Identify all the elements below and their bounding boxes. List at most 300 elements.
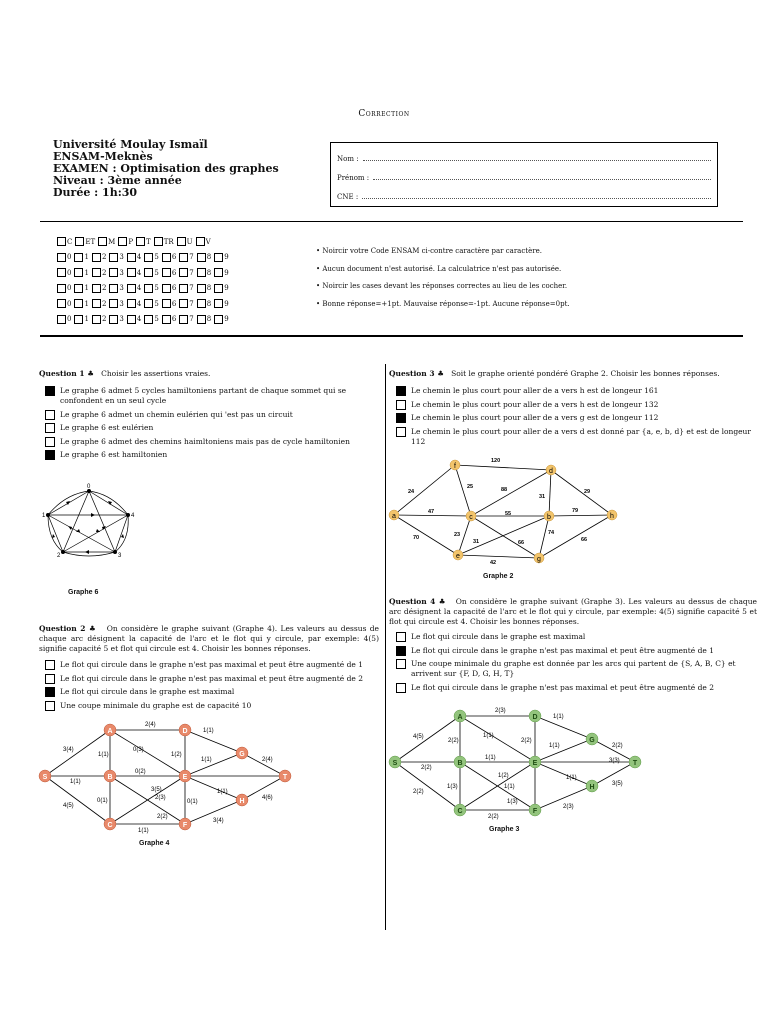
q4-option[interactable] — [396, 632, 757, 642]
prenom-label: Prénom : — [337, 173, 370, 182]
code-cell-label: 7 — [189, 284, 194, 293]
code-checkbox[interactable] — [144, 268, 153, 277]
code-cell[interactable] — [214, 268, 228, 277]
g4-label-e: E — [182, 774, 188, 781]
code-cell-label: ET — [85, 237, 96, 246]
g3-label-c: C — [457, 808, 463, 815]
code-checkbox[interactable] — [136, 237, 145, 246]
code-checkbox[interactable] — [127, 315, 136, 324]
graphe-3-caption: Graphe 3 — [489, 826, 520, 833]
code-cell[interactable] — [109, 268, 123, 277]
code-checkbox[interactable] — [179, 268, 188, 277]
code-cell-label: 7 — [189, 268, 194, 277]
code-cell[interactable] — [57, 284, 71, 293]
code-cell[interactable] — [74, 253, 88, 262]
code-cell-label: 2 — [101, 284, 107, 293]
q1-option[interactable] — [45, 386, 379, 406]
code-cell[interactable] — [98, 237, 115, 246]
code-checkbox[interactable] — [197, 299, 206, 308]
code-checkbox[interactable] — [57, 315, 66, 324]
q2-options — [39, 660, 379, 711]
exam-header — [53, 139, 279, 199]
code-checkbox[interactable] — [214, 299, 223, 308]
bullet-icon: • — [316, 299, 323, 308]
g4-edge-label: 1(1) — [217, 789, 228, 795]
code-cell[interactable] — [136, 237, 151, 246]
g2-label-e: e — [456, 553, 460, 560]
g3-edge-label: 1(1) — [483, 733, 494, 739]
cne-row[interactable] — [337, 187, 711, 206]
g3-label-g: G — [589, 737, 595, 744]
g3-edge-label: 2(2) — [421, 765, 432, 771]
g2-edge-label: 42 — [490, 560, 497, 566]
answer-checkbox[interactable] — [45, 386, 55, 396]
q3-options — [389, 386, 757, 447]
g3-edge-label: 2(2) — [521, 738, 532, 744]
g3-label-d: D — [532, 714, 538, 721]
code-checkbox[interactable] — [214, 268, 223, 277]
answer-checkbox[interactable] — [396, 646, 406, 656]
code-cell-label: T — [146, 237, 151, 246]
code-cell[interactable] — [214, 299, 228, 308]
code-checkbox[interactable] — [154, 237, 163, 246]
code-cell[interactable] — [162, 284, 176, 293]
code-checkbox[interactable] — [74, 268, 83, 277]
rule-text: Noircir les cases devant les réponses correctes au lieu de les cocher. — [322, 282, 568, 290]
code-cell[interactable] — [179, 253, 193, 262]
code-checkbox[interactable] — [92, 253, 101, 262]
q2-option[interactable] — [45, 687, 379, 697]
correction-title: Correction — [358, 109, 410, 119]
code-checkbox[interactable] — [92, 268, 101, 277]
option-text: Le chemin le plus court pour aller de a vers d est donné par {a, e, b, d} et est de longeur 112 — [411, 426, 751, 446]
g3-label-f: F — [532, 808, 538, 815]
code-cell[interactable] — [197, 315, 211, 324]
answer-checkbox[interactable] — [45, 674, 55, 684]
g2-edge-label: 31 — [539, 494, 546, 500]
q2-prompt: On considère le graphe suivant (Graphe 4). Les valeurs au dessus de chaque arc désignent la capacité de l'arc et le flot qui y circule, par exemple: 4(5) signifie capacité 5 et flot qui circule est 4. Choisir les bonnes réponses. — [39, 624, 379, 653]
code-checkbox[interactable] — [162, 315, 171, 324]
code-cell-label: 3 — [119, 253, 124, 262]
option-text: Le flot qui circule dans le graphe n'est pas maximal et peut être augmenté de 2 — [411, 682, 714, 692]
g2-label-g: g — [537, 556, 541, 563]
code-checkbox[interactable] — [75, 237, 84, 246]
answer-checkbox[interactable] — [396, 400, 406, 410]
code-cell[interactable] — [74, 268, 88, 277]
q3-label: Question 3 ♣ — [389, 369, 444, 378]
code-checkbox[interactable] — [57, 284, 66, 293]
code-cell-label: 5 — [154, 315, 159, 324]
q1-option[interactable] — [45, 410, 379, 420]
code-cell[interactable] — [196, 237, 211, 246]
code-cell-label: 4 — [136, 253, 142, 262]
divider-top — [40, 221, 743, 222]
code-cell[interactable] — [57, 315, 71, 324]
q4-option[interactable] — [396, 646, 757, 656]
option-text: Le chemin le plus court pour aller de a vers h est de longeur 161 — [411, 386, 659, 395]
answer-checkbox[interactable] — [396, 659, 406, 669]
code-cell[interactable] — [92, 253, 106, 262]
code-cell[interactable] — [179, 284, 193, 293]
question-1 — [39, 369, 379, 464]
code-cell-label: 3 — [119, 315, 124, 324]
code-checkbox[interactable] — [196, 237, 205, 246]
answer-checkbox[interactable] — [396, 427, 406, 437]
code-checkbox[interactable] — [197, 284, 206, 293]
graphe-6-caption: Graphe 6 — [68, 589, 99, 596]
code-checkbox[interactable] — [74, 299, 83, 308]
g3-label-b: B — [457, 760, 463, 767]
answer-checkbox[interactable] — [396, 632, 406, 642]
code-checkbox[interactable] — [98, 237, 107, 246]
g4-edge-label: 0(1) — [187, 799, 198, 805]
code-cell[interactable] — [127, 284, 141, 293]
code-cell[interactable] — [57, 253, 71, 262]
code-checkbox[interactable] — [144, 253, 153, 262]
g3-label-e: E — [532, 760, 538, 767]
code-cell[interactable] — [197, 253, 211, 262]
code-digit-row — [57, 312, 232, 328]
code-cell[interactable] — [74, 299, 88, 308]
code-cell[interactable] — [144, 299, 158, 308]
answer-checkbox[interactable] — [45, 437, 55, 447]
code-checkbox[interactable] — [57, 299, 66, 308]
option-text: Le flot qui circule dans le graphe est maximal — [60, 687, 235, 696]
code-cell-label: 5 — [154, 253, 159, 262]
exam-rules — [316, 247, 570, 317]
code-cell[interactable] — [144, 268, 158, 277]
code-cell-label: U — [186, 237, 193, 246]
code-cell[interactable] — [179, 315, 193, 324]
code-cell-label: 9 — [224, 253, 229, 262]
code-cell[interactable] — [74, 315, 88, 324]
code-cell-label: 3 — [119, 299, 124, 308]
code-cell[interactable] — [92, 299, 106, 308]
code-checkbox[interactable] — [92, 299, 101, 308]
code-checkbox[interactable] — [197, 268, 206, 277]
code-checkbox[interactable] — [109, 315, 118, 324]
g3-edge-label: 4(5) — [413, 734, 424, 740]
question-4 — [389, 597, 757, 696]
code-checkbox[interactable] — [57, 237, 66, 246]
code-checkbox[interactable] — [179, 299, 188, 308]
code-cell-label: 5 — [154, 268, 159, 277]
rule-item — [316, 282, 570, 300]
g3-edge-label: 3(5) — [612, 781, 623, 787]
option-text: Le graphe 6 est eulérien — [60, 423, 154, 432]
answer-checkbox[interactable] — [396, 386, 406, 396]
answer-checkbox[interactable] — [45, 423, 55, 433]
code-cell-label: 9 — [224, 299, 229, 308]
code-cell-label: 6 — [171, 268, 177, 277]
q3-option[interactable] — [396, 400, 757, 410]
code-cell[interactable] — [179, 299, 193, 308]
code-cell[interactable] — [197, 268, 211, 277]
q2-option[interactable] — [45, 660, 379, 670]
code-cell-label: V — [205, 237, 211, 246]
q1-option[interactable] — [45, 423, 379, 433]
q1-label: Question 1 ♣ — [39, 369, 94, 378]
code-cell[interactable] — [75, 237, 95, 246]
code-cell-label: 1 — [84, 315, 89, 324]
cne-label: CNE : — [337, 192, 359, 201]
g4-edge-label: 2(4) — [145, 722, 156, 728]
bullet-icon: • — [316, 282, 323, 290]
divider-bottom — [40, 335, 743, 337]
option-text: Une coupe minimale du graphe est de capacité 10 — [60, 700, 252, 710]
option-text: Le flot qui circule dans le graphe n'est pas maximal et peut être augmenté de 1 — [411, 645, 714, 655]
g6-node-1 — [46, 513, 50, 517]
question-3 — [389, 369, 757, 450]
code-cell-label: 7 — [189, 315, 194, 324]
code-cell[interactable] — [162, 299, 176, 308]
g3-edge-label: 1(1) — [566, 775, 577, 781]
code-cell-label: M — [108, 237, 116, 246]
code-cell[interactable] — [127, 315, 141, 324]
code-cell[interactable] — [127, 299, 141, 308]
answer-checkbox[interactable] — [45, 701, 55, 711]
code-checkbox[interactable] — [118, 237, 127, 246]
code-digit-row — [57, 250, 232, 266]
code-cell[interactable] — [127, 253, 141, 262]
question-2 — [39, 624, 379, 714]
code-checkbox[interactable] — [74, 315, 83, 324]
graphe-4-caption: Graphe 4 — [139, 840, 170, 847]
code-cell[interactable] — [177, 237, 193, 246]
code-checkbox[interactable] — [109, 284, 118, 293]
g2-edge-label: 79 — [572, 508, 579, 514]
rule-text: Aucun document n'est autorisé. La calculatrice n'est pas autorisée. — [322, 264, 562, 273]
code-digit-row — [57, 296, 232, 312]
exam-duration: Durée : 1h:30 — [53, 186, 138, 199]
code-cell-label: 9 — [224, 284, 229, 293]
code-checkbox[interactable] — [74, 284, 83, 293]
code-cell-label: 9 — [224, 268, 229, 277]
code-checkbox[interactable] — [144, 315, 153, 324]
student-id-box — [330, 142, 718, 207]
code-cell-label: 9 — [224, 315, 229, 324]
graphe-6 — [40, 482, 140, 562]
code-checkbox[interactable] — [92, 315, 101, 324]
answer-checkbox[interactable] — [396, 683, 406, 693]
g3-edge-label: 2(3) — [563, 804, 574, 810]
g2-edge-label: 23 — [454, 532, 461, 538]
g2-edge-label: 47 — [428, 509, 435, 515]
code-cell[interactable] — [154, 237, 174, 246]
code-cell[interactable] — [197, 284, 211, 293]
code-checkbox[interactable] — [179, 315, 188, 324]
code-cell[interactable] — [109, 284, 123, 293]
code-checkbox[interactable] — [127, 268, 136, 277]
q4-option[interactable] — [396, 659, 757, 679]
option-text: Le chemin le plus court pour aller de a vers g est de longeur 112 — [411, 413, 659, 422]
option-text: Le graphe 6 est hamiltonien — [60, 450, 168, 459]
prenom-dots — [373, 175, 711, 180]
code-cell[interactable] — [162, 268, 176, 277]
g4-label-f: F — [182, 822, 188, 829]
code-checkbox[interactable] — [144, 284, 153, 293]
code-cell[interactable] — [74, 284, 88, 293]
g2-label-d: d — [549, 468, 553, 475]
code-checkbox[interactable] — [177, 237, 186, 246]
code-checkbox[interactable] — [214, 253, 223, 262]
code-cell[interactable] — [197, 299, 211, 308]
code-cell-label: 7 — [189, 253, 194, 262]
code-cell[interactable] — [118, 237, 133, 246]
g4-edge-label: 2(4) — [262, 757, 273, 763]
code-checkbox[interactable] — [162, 299, 171, 308]
g4-label-b: B — [107, 774, 113, 781]
code-cell-label: C — [67, 237, 73, 246]
code-cell[interactable] — [92, 268, 106, 277]
g2-label-b: b — [547, 514, 551, 521]
code-checkbox[interactable] — [214, 315, 223, 324]
code-checkbox[interactable] — [109, 253, 118, 262]
nom-dots — [363, 156, 711, 161]
q4-options — [389, 632, 757, 693]
code-checkbox[interactable] — [57, 268, 66, 277]
code-cell-label: 6 — [171, 299, 177, 308]
g4-edge-label: 0(2) — [135, 769, 146, 775]
code-checkbox[interactable] — [57, 253, 66, 262]
answer-checkbox[interactable] — [45, 450, 55, 460]
code-cell[interactable] — [109, 299, 123, 308]
code-checkbox[interactable] — [109, 268, 118, 277]
code-cell[interactable] — [144, 253, 158, 262]
code-checkbox[interactable] — [127, 284, 136, 293]
answer-checkbox[interactable] — [45, 687, 55, 697]
code-cell-label: 8 — [206, 315, 212, 324]
code-cell[interactable] — [144, 284, 158, 293]
g3-edge-label: 1(1) — [504, 784, 515, 790]
q3-option[interactable] — [396, 413, 757, 423]
code-cell-label: 3 — [119, 268, 124, 277]
answer-checkbox[interactable] — [45, 660, 55, 670]
bullet-icon: • — [316, 247, 323, 255]
code-cell[interactable] — [109, 253, 123, 262]
option-text: Le flot qui circule dans le graphe est maximal — [411, 632, 586, 641]
g2-edge-label: 88 — [501, 487, 508, 493]
code-cell[interactable] — [214, 315, 228, 324]
code-cell[interactable] — [127, 268, 141, 277]
q3-option[interactable] — [396, 427, 757, 447]
code-checkbox[interactable] — [179, 253, 188, 262]
code-checkbox[interactable] — [127, 253, 136, 262]
code-cell[interactable] — [162, 253, 176, 262]
code-cell[interactable] — [92, 284, 106, 293]
g2-edge-label: 66 — [581, 537, 588, 543]
code-cell-label: P — [128, 237, 134, 246]
graphe-4 — [35, 718, 297, 838]
g4-label-g: G — [239, 751, 245, 758]
code-cell-label: 6 — [171, 284, 177, 293]
g4-edge-label: 2(3) — [155, 795, 166, 801]
code-checkbox[interactable] — [127, 299, 136, 308]
answer-checkbox[interactable] — [45, 410, 55, 420]
prenom-row[interactable] — [337, 168, 711, 187]
option-text: Le graphe 6 admet des chemins haimltoniens mais pas de cycle hamiltonien — [60, 436, 350, 446]
rule-item — [316, 300, 570, 318]
code-cell[interactable] — [179, 268, 193, 277]
q2-option[interactable] — [45, 674, 379, 684]
g2-edge-label: 29 — [584, 489, 591, 495]
g3-label-a: A — [457, 714, 463, 721]
option-text: Le flot qui circule dans le graphe n'est pas maximal et peut être augmenté de 1 — [60, 660, 363, 669]
code-checkbox[interactable] — [144, 299, 153, 308]
q1-option[interactable] — [45, 437, 379, 447]
answer-checkbox[interactable] — [396, 413, 406, 423]
code-cell[interactable] — [214, 284, 228, 293]
option-text: Le graphe 6 admet 5 cycles hamiltoniens partant de chaque sommet qui se confondent en un seul cycle — [60, 386, 347, 405]
g4-label-a: A — [107, 728, 113, 735]
g4-edge-label: 1(1) — [98, 752, 109, 758]
code-checkbox[interactable] — [162, 253, 171, 262]
code-digit-row — [57, 265, 232, 281]
nom-row[interactable] — [337, 149, 711, 168]
graphe-2-caption: Graphe 2 — [483, 573, 514, 580]
code-cell-label: 3 — [119, 284, 124, 293]
code-cell-label: 8 — [206, 299, 212, 308]
code-cell[interactable] — [162, 315, 176, 324]
code-cell-label: 0 — [67, 268, 72, 277]
g4-label-c: C — [107, 822, 113, 829]
q4-prompt: On considère le graphe suivant (Graphe 3). Les valeurs au dessus de chaque arc désignent la capacité de l'arc et le flot qui y circule, par exemple: 4(5) signifie capacité 5 et flot qui circule est 4. Choisir les bonnes réponses. — [389, 597, 757, 626]
code-cell[interactable] — [57, 268, 71, 277]
code-checkbox[interactable] — [214, 284, 223, 293]
code-cell-label: 6 — [171, 253, 177, 262]
code-cell[interactable] — [92, 315, 106, 324]
q3-option[interactable] — [396, 386, 757, 396]
code-cell-label: 6 — [171, 315, 177, 324]
code-cell[interactable] — [109, 315, 123, 324]
g4-edge-label: 3(4) — [63, 747, 74, 753]
code-checkbox[interactable] — [74, 253, 83, 262]
code-checkbox[interactable] — [92, 284, 101, 293]
code-checkbox[interactable] — [162, 284, 171, 293]
column-divider — [385, 364, 386, 930]
g4-edge-label: 0(3) — [133, 747, 144, 753]
q1-option[interactable] — [45, 450, 379, 460]
q1-options — [39, 386, 379, 460]
q2-option[interactable] — [45, 701, 379, 711]
g4-edge-label: 0(1) — [97, 798, 108, 804]
q4-option[interactable] — [396, 683, 757, 693]
code-cell[interactable] — [214, 253, 228, 262]
g2-label-f: f — [454, 463, 456, 470]
code-checkbox[interactable] — [197, 315, 206, 324]
code-digit-row — [57, 281, 232, 297]
g2-edge-label: 55 — [505, 511, 512, 517]
g2-edge-label: 70 — [413, 535, 420, 541]
option-text: Le graphe 6 admet un chemin eulérien qui 'est pas un circuit — [60, 409, 293, 419]
code-cell-label: 2 — [101, 315, 107, 324]
g4-edge-label: 3(4) — [213, 818, 224, 824]
code-cell-label: 4 — [136, 299, 142, 308]
code-cell[interactable] — [144, 315, 158, 324]
code-checkbox[interactable] — [109, 299, 118, 308]
q3-prompt: Soit le graphe orienté pondéré Graphe 2. Choisir les bonnes réponses. — [451, 369, 720, 378]
g4-edge-label: 1(1) — [201, 757, 212, 763]
code-checkbox[interactable] — [197, 253, 206, 262]
g6-label-0: 0 — [87, 484, 91, 490]
code-cell-label: 1 — [84, 284, 89, 293]
code-checkbox[interactable] — [179, 284, 188, 293]
code-cell[interactable] — [57, 237, 72, 246]
code-checkbox[interactable] — [162, 268, 171, 277]
g2-label-c: c — [469, 514, 473, 521]
code-cell[interactable] — [57, 299, 71, 308]
g4-label-h: H — [239, 798, 245, 805]
